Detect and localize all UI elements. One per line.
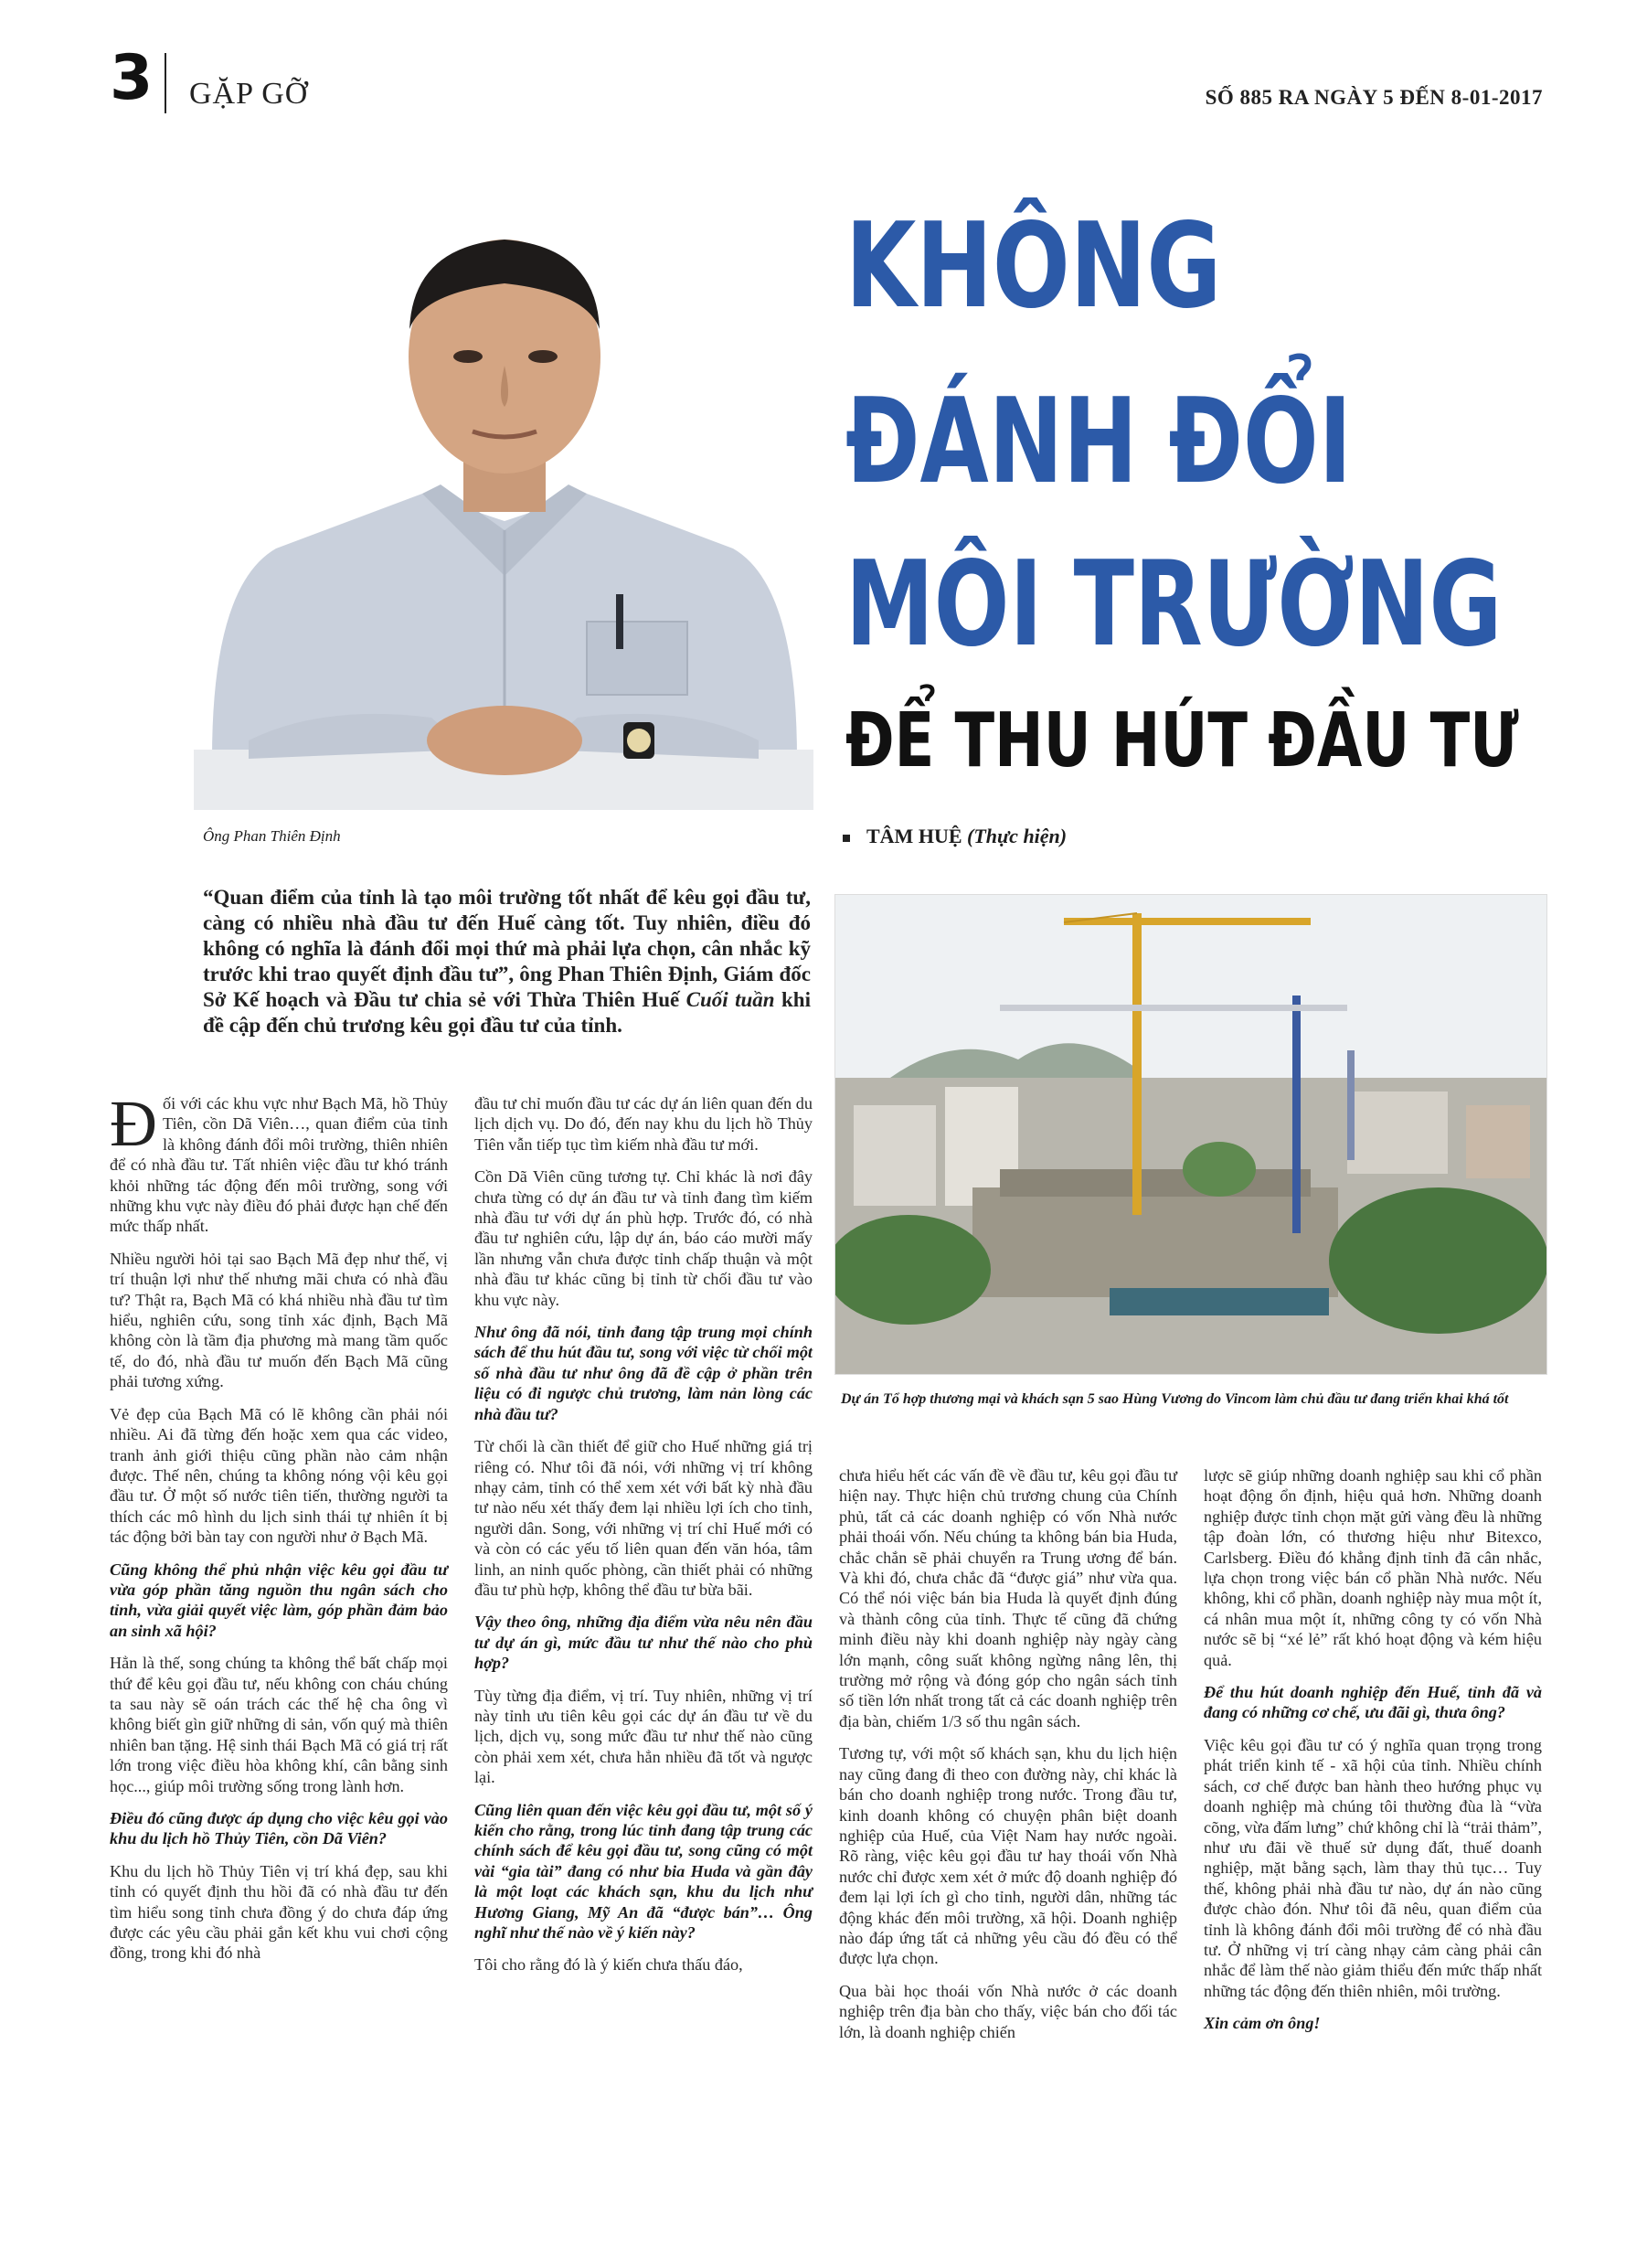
lead-paragraph: [203, 885, 811, 1038]
headline-line-1: KHÔNG: [845, 198, 1222, 335]
paragraph: chưa hiểu hết các vấn đề về đầu tư, kêu gọi đầu tư hiện nay. Thực hiện chủ trương chung của Chính phủ, tất cả các doanh nghiệp có vốn Nhà nước phải thoái vốn. Nếu chúng ta không bán bia Huda, chắc chắn sẽ phải chuyển ra Trung ương để bán. Và khi đó, chưa chắc đã “được giá” như vừa qua. Có thể nói việc bán bia Huda là quyết định đúng và thành công của tỉnh. Thực tế cũng đã chứng minh điều này khi doanh nghiệp này ngày càng lớn mạnh, công suất không ngừng nâng lên, thị trường mở rộng và đóng góp cho ngân sách tỉnh số tiền lớn nhất trong tất cả các doanh nghiệp trên địa bàn, chiếm 1/3 số thu ngân sách.: [839, 1466, 1177, 1730]
paragraph: Tùy từng địa điểm, vị trí. Tuy nhiên, những vị trí này tỉnh ưu tiên kêu gọi các dự án đầu tư về du lịch, dịch vụ, song mức đầu tư như thế nào cũng còn phải xem xét, chưa hẳn nhiều đã tốt và ngược lại.: [474, 1686, 813, 1787]
paragraph: Tôi cho rằng đó là ý kiến chưa thấu đáo,: [474, 1955, 743, 1975]
paragraph: Nhiều người hỏi tại sao Bạch Mã đẹp như thế, vị trí thuận lợi như thế nhưng mãi chưa có nhà đầu tư? Thật ra, Bạch Mã có khá nhiều nhà đầu tư tìm hiểu, nghiên cứu, song tỉnh xác định, Bạch Mã không còn là tầm địa phương mà mang tầm quốc tế, do đó, nhà đầu tư muốn đến Bạch Mã cũng phải tương xứng.: [110, 1249, 448, 1391]
interview-question: Để thu hút doanh nghiệp đến Huế, tỉnh đã và đang có những cơ chế, ưu đãi gì, thưa ông?: [1204, 1683, 1542, 1722]
drop-cap: Đ: [110, 1087, 157, 1160]
interview-question: Cũng không thể phủ nhận việc kêu gọi đầu tư vừa góp phần tăng nguồn thu ngân sách cho tỉnh, vừa giải quyết việc làm, góp phần đảm bảo an sinh xã hội?: [110, 1560, 448, 1640]
headline-line-2: ĐÁNH ĐỔI: [845, 374, 1352, 510]
paragraph: đầu tư chỉ muốn đầu tư các dự án liên quan đến du lịch dịch vụ. Do đó, đến nay khu du lịch hồ Thủy Tiên vẫn tiếp tục tìm kiếm nhà đầu tư mới.: [474, 1094, 813, 1154]
construction-site-photo: [834, 894, 1547, 1375]
headline-subtitle: ĐỂ THU HÚT ĐẦU TƯ: [845, 697, 1519, 784]
author: TÂM HUỆ: [866, 825, 962, 847]
closing-line: Xin cảm ơn ông!: [1204, 2014, 1321, 2033]
paragraph: Tương tự, với một số khách sạn, khu du lịch hiện nay cũng đang đi theo con đường này, chỉ khác là bán cho doanh nghiệp trong nước. Trong đầu tư, kinh doanh không có chuyện phân biệt doanh nghiệp của Huế, của Việt Nam hay nước ngoài. Rõ ràng, việc kêu gọi đầu tư hay thoái vốn Nhà nước chỉ được xem xét ở mức độ doanh nghiệp đó đem lại lợi ích gì cho tỉnh, người dân, những tác động khác đến môi trường, xã hội. Doanh nghiệp nào đáp ứng tất cả những yêu cầu đó đều có thể được lựa chọn.: [839, 1744, 1177, 1968]
article-column-3: [839, 1465, 1177, 2054]
paragraph: Vẻ đẹp của Bạch Mã có lẽ không cần phải nói nhiều. Ai đã từng đến hoặc xem qua các video, tranh ảnh giới thiệu cũng phần nào cảm nhận được. Thế nên, chúng ta không nóng vội kêu gọi đầu tư. Ở một số nước tiên tiến, thường người ta thích các mô hình du lịch sinh thái tự nhiên ít bị tác động bởi bàn tay con người như ở Bạch Mã.: [110, 1404, 448, 1547]
author-role: (Thực hiện): [967, 825, 1068, 847]
interview-question: Điều đó cũng được áp dụng cho việc kêu gọi vào khu du lịch hồ Thủy Tiên, cồn Dã Viên?: [110, 1809, 448, 1848]
article-column-4: [1204, 1465, 1542, 2046]
paragraph: Qua bài học thoái vốn Nhà nước ở các doanh nghiệp trên địa bàn cho thấy, việc bán cho đối tác lớn, là doanh nghiệp chiến: [839, 1981, 1177, 2041]
interview-question: Như ông đã nói, tỉnh đang tập trung mọi chính sách để thu hút đầu tư, song với việc từ chối một số nhà đầu tư như ông đã đề cập ở phần trên liệu có đi ngược chủ trương, làm nản lòng các nhà đầu tư?: [474, 1323, 813, 1423]
interview-question: Vậy theo ông, những địa điểm vừa nêu nên đầu tư dự án gì, mức đầu tư như thế nào cho phù hợp?: [474, 1613, 813, 1673]
paragraph: Khu du lịch hồ Thủy Tiên vị trí khá đẹp, sau khi tỉnh có quyết định thu hồi đã có nhà đầu tư đến tìm hiểu song tỉnh chưa đồng ý do chưa đáp ứng được các yêu cầu phải gắn kết khu vui chơi cộng đồng, trong khi đó nhà: [110, 1861, 448, 1963]
paragraph: Hẳn là thế, song chúng ta không thể bất chấp mọi thứ để kêu gọi đầu tư, nếu không con cháu chúng ta sau này sẽ oán trách các thế hệ cha ông vì không biết gìn giữ những di sản, vốn quý mà thiên nhiên ban tặng. Hệ sinh thái Bạch Mã có giá trị rất lớn trong việc điều hòa không khí, cân bằng sinh học..., giúp môi trường sống trong lành hơn.: [110, 1654, 448, 1795]
byline: [843, 825, 1067, 848]
lead-text-1: “Quan điểm của tỉnh là tạo môi trường tốt nhất để kêu gọi đầu tư, càng có nhiều nhà đầu tư đến Huế càng tốt. Tuy nhiên, điều đó không có nghĩa là đánh đổi mọi thứ mà phải lựa chọn, cân nhắc kỹ trước khi trao quyết định đầu tư”, ông Phan Thiên Định, Giám đốc Sở Kế hoạch và Đầu tư chia sẻ với Thừa Thiên Huế: [203, 886, 811, 1011]
section-title: GẶP GỠ: [189, 77, 309, 111]
paragraph: Cồn Dã Viên cũng tương tự. Chỉ khác là nơi đây chưa từng có dự án đầu tư và tỉnh đang tìm kiếm nhà đầu tư với dự án phù hợp. Trước đó, có nhà đầu tư nghiên cứu, lập dự án, báo cáo mười mấy lần nhưng vẫn chưa được tỉnh chấp thuận và một nhà đầu tư khác cũng bị tỉnh từ chối đầu tư vào khu vực này.: [474, 1167, 813, 1309]
bullet-square-icon: [843, 835, 850, 842]
header-divider: [165, 53, 166, 113]
page-number: 3: [110, 42, 154, 114]
paragraph-text: ối với các khu vực như Bạch Mã, hồ Thủy Tiên, cồn Dã Viên…, quan điểm của tỉnh là không đánh đổi môi trường, thiên nhiên để có nhà đầu tư. Tất nhiên việc đầu tư khó tránh khỏi những tác động đến môi trường, song với những khu vực này điều đó phải được hạn chế đến mức thấp nhất.: [110, 1094, 448, 1236]
lead-text-2: khi đề cập đến chủ trương kêu gọi đầu tư của tỉnh.: [203, 988, 811, 1037]
portrait-photo: [194, 192, 813, 810]
paragraph: [110, 1087, 448, 1237]
headline-line-3: MÔI TRƯỜNG: [845, 537, 1503, 673]
article-column-1: [110, 1087, 448, 1975]
interview-question: Cũng liên quan đến việc kêu gọi đầu tư, một số ý kiến cho rằng, trong lúc tỉnh đang tập trung các chính sách để kêu gọi đầu tư, song cũng có một vài “gia tài” đang có như bia Huda và gần đây là một loạt các khách sạn, khu du lịch như Hương Giang, Mỹ An đã “được bán”… Ông nghĩ như thế nào về ý kiến này?: [474, 1800, 813, 1943]
lead-text-italic: Cuối tuần: [685, 988, 775, 1011]
paragraph: Từ chối là cần thiết để giữ cho Huế những giá trị riêng có. Như tôi đã nói, với những vị trí không nhạy cảm, tỉnh có thể xem xét với bất kỳ nhà đầu tư nào nếu xét thấy đem lại nhiều lợi ích cho tỉnh, người dân. Song, với những vị trí chỉ Huế mới có và còn có các yếu tố liên quan đến văn hóa, tâm linh, an ninh quốc phòng, cần thiết phải có những đầu tư phù hợp, không thể đầu tư bừa bãi.: [474, 1437, 813, 1599]
paragraph: Việc kêu gọi đầu tư có ý nghĩa quan trọng trong phát triển kinh tế - xã hội của tỉnh. Nhiều chính sách, cơ chế được ban hành theo hướng phục vụ doanh nghiệp mà chúng tôi thường đùa là “vừa cõng, vừa đấm lưng” chứ không chỉ là “trải thảm”, như ưu đãi về thuế sử dụng đất, thuế doanh nghiệp, mặt bằng sạch, làm thay thủ tục… Tuy thế, không phải nhà đầu tư nào, dự án nào cũng được chào đón. Như tôi đã nêu, quan điểm của tỉnh là không đánh đổi môi trường để có nhà đầu tư. Ở những vị trí càng nhạy cảm càng phải cân nhắc để làm thế nào giảm thiểu đến mức thấp nhất những tác động đến thiên nhiên, môi trường.: [1204, 1735, 1542, 2000]
issue-info: SỐ 885 RA NGÀY 5 ĐẾN 8-01-2017: [1205, 86, 1543, 109]
article-column-2: [474, 1093, 813, 1987]
paragraph: lược sẽ giúp những doanh nghiệp sau khi cổ phần hoạt động ổn định, hiệu quả hơn. Những doanh nghiệp được tỉnh chọn mặt gửi vàng đều là những tập đoàn lớn, có thương hiệu như Bitexco, Carlsberg. Điều đó khẳng định tỉnh đã cân nhắc, lựa chọn trong việc bán cổ phần Nhà nước. Nếu không, khi cổ phần, doanh nghiệp này mua một ít, cá nhân mua một ít, những công ty có vốn Nhà nước sẽ bị “xé lẻ” rất khó hoạt động và kém hiệu quả.: [1204, 1466, 1542, 1669]
portrait-caption: Ông Phan Thiên Định: [203, 827, 341, 845]
photo-caption: Dự án Tổ hợp thương mại và khách sạn 5 sao Hùng Vương do Vincom làm chủ đầu tư đang triển khai khá tốt: [841, 1391, 1509, 1407]
